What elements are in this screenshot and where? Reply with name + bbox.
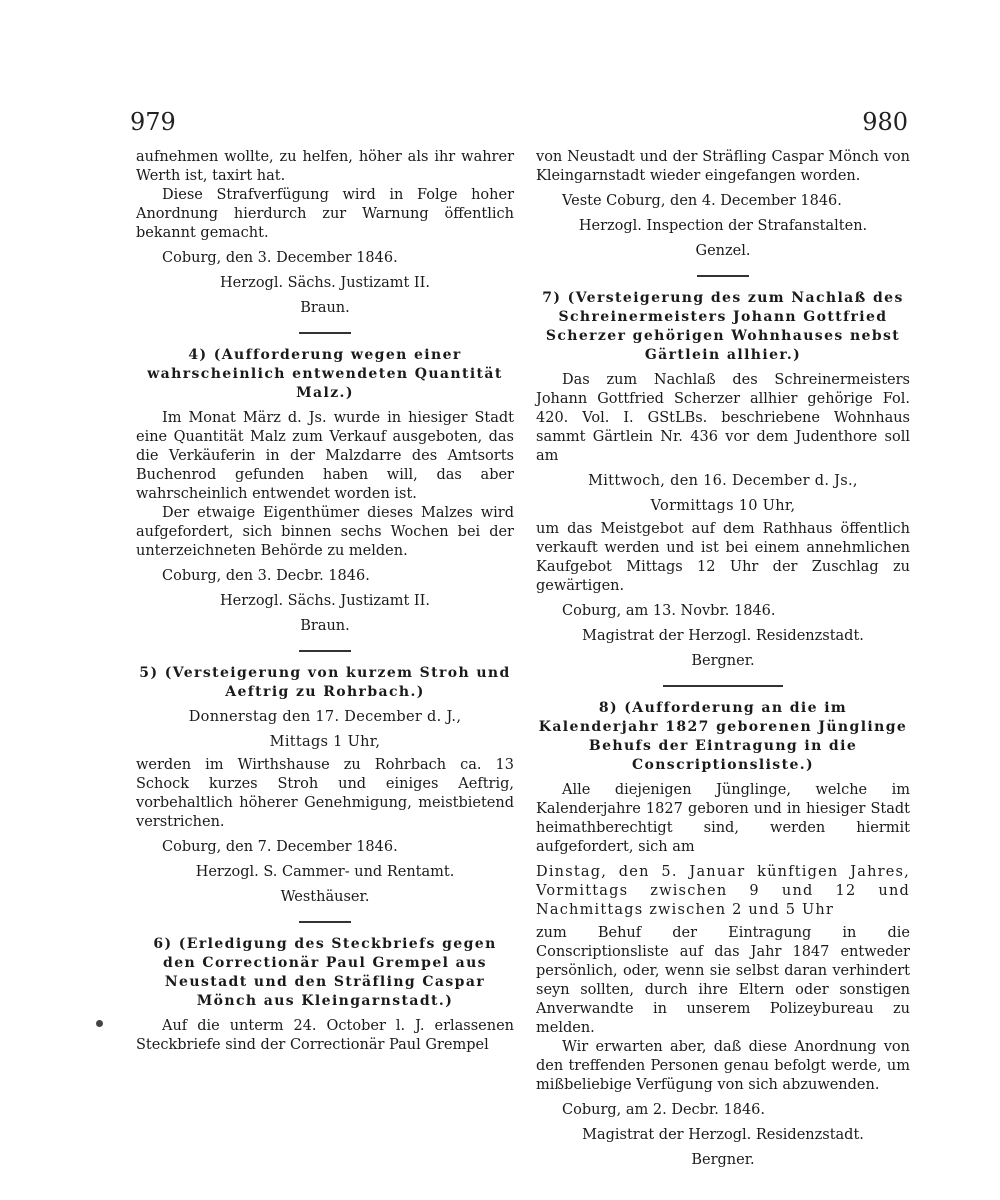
- section-8-paragraph: Wir erwarten aber, daß diese Anordnung von den treffenden Personen genau befolgt werde, um mißbeliebige Verfügung von sich abzuwenden.: [536, 1039, 910, 1093]
- schedule-line: Mittags 1 Uhr,: [269, 734, 381, 750]
- dateline: Coburg, den 3. Decbr. 1846.: [162, 568, 370, 584]
- section-title-8: 8) (Aufforderung an die im Kalenderjahr 1827 geborenen Jünglinge Behufs der Eintragung in die Conscriptionsliste.): [538, 700, 908, 773]
- section-8-paragraph: Alle diejenigen Jünglinge, welche im Kalenderjahre 1827 geboren und in hiesiger Stadt heimathberechtigt sind, werden hiermit aufgefordert, sich am: [536, 782, 910, 855]
- left-column: [136, 148, 514, 1055]
- dateline: Veste Coburg, den 4. December 1846.: [562, 193, 842, 209]
- page-number-left: 979: [130, 108, 176, 136]
- schedule-line: Vormittags 10 Uhr,: [650, 498, 796, 514]
- separator-rule: [663, 685, 783, 687]
- signer: Westhäuser.: [280, 889, 370, 905]
- authority: Herzogl. Sächs. Justizamt II.: [220, 275, 430, 291]
- section-7-paragraph: Das zum Nachlaß des Schreinermeisters Johann Gottfried Scherzer allhier gehörige Fol. 420. Vol. I. GStLBs. beschriebene Wohnhaus sammt Gärtlein Nr. 436 vor dem Judenthore soll am: [536, 372, 910, 464]
- dateline: Coburg, am 2. Decbr. 1846.: [562, 1102, 765, 1118]
- schedule-line: Mittwoch, den 16. December d. Js.,: [588, 473, 858, 489]
- continued-text: von Neustadt und der Sträfling Caspar Mönch von Kleingarnstadt wieder eingefangen worden.: [536, 149, 910, 184]
- continued-text: aufnehmen wollte, zu helfen, höher als ihr wahrer Werth ist, taxirt hat.: [136, 149, 514, 184]
- section-7-paragraph: um das Meistgebot auf dem Rathhaus öffentlich verkauft werden und ist bei einem annehmlichen Kaufgebot Mittags 12 Uhr der Zuschlag zu gewärtigen.: [536, 521, 910, 594]
- section-title-7: 7) (Versteigerung des zum Nachlaß des Schreinermeisters Johann Gottfried Scherzer gehörigen Wohnhauses nebst Gärtlein allhier.): [542, 290, 904, 363]
- dateline: Coburg, den 3. December 1846.: [162, 250, 398, 266]
- schedule-line: Donnerstag den 17. December d. J.,: [188, 709, 462, 725]
- section-6-paragraph: Auf die unterm 24. October l. J. erlassenen Steckbriefe sind der Correctionär Paul Grempel: [136, 1018, 514, 1053]
- section-4-paragraph: Im Monat März d. Js. wurde in hiesiger Stadt eine Quantität Malz zum Verkauf ausgeboten, das die Verkäuferin in der Malzdarre des Amtsorts Buchenrod gefunden haben will, das aber wahrscheinlich entwendet worden ist.: [136, 410, 514, 502]
- authority: Magistrat der Herzogl. Residenzstadt.: [582, 1127, 864, 1143]
- section-4-paragraph: Der etwaige Eigenthümer dieses Malzes wird aufgefordert, sich binnen sechs Wochen bei der unterzeichneten Behörde zu melden.: [136, 505, 514, 559]
- dateline: Coburg, am 13. Novbr. 1846.: [562, 603, 776, 619]
- section-title-5: 5) (Versteigerung von kurzem Stroh und Aeftrig zu Rohrbach.): [139, 665, 511, 700]
- section-8-paragraph: zum Behuf der Eintragung in die Conscriptionsliste auf das Jahr 1847 entweder persönlich, oder, wenn sie selbst daran verhindert seyn sollten, durch ihre Eltern oder sonstigen Anverwandte in unserem Polizeybureau zu melden.: [536, 925, 910, 1036]
- schedule-line: Dinstag, den 5. Januar künftigen Jahres, Vormittags zwischen 9 und 12 und Nachmittags zwischen 2 und 5 Uhr: [536, 864, 910, 918]
- separator-rule: [299, 332, 351, 334]
- authority: Herzogl. Sächs. Justizamt II.: [220, 593, 430, 609]
- authority: Herzogl. S. Cammer- und Rentamt.: [195, 864, 455, 880]
- signer: Bergner.: [691, 1152, 755, 1168]
- dateline: Coburg, den 7. December 1846.: [162, 839, 398, 855]
- authority: Herzogl. Inspection der Strafanstalten.: [578, 218, 868, 234]
- margin-dot: [96, 1020, 103, 1027]
- authority: Magistrat der Herzogl. Residenzstadt.: [582, 628, 864, 644]
- signer: Genzel.: [695, 243, 751, 259]
- separator-rule: [697, 275, 749, 277]
- right-column: [536, 148, 910, 1170]
- notice-text: Diese Strafverfügung wird in Folge hoher Anordnung hierdurch zur Warnung öffentlich bekannt gemacht.: [136, 187, 514, 241]
- section-5-paragraph: werden im Wirthshause zu Rohrbach ca. 13 Schock kurzes Stroh und einiges Aeftrig, vorbehaltlich höherer Genehmigung, meistbietend verstrichen.: [136, 757, 514, 830]
- separator-rule: [299, 921, 351, 923]
- separator-rule: [299, 650, 351, 652]
- signer: Braun.: [300, 300, 350, 316]
- page-number-right: 980: [862, 108, 908, 136]
- signer: Braun.: [300, 618, 350, 634]
- section-title-4: 4) (Aufforderung wegen einer wahrscheinlich entwendeten Quantität Malz.): [147, 347, 503, 401]
- section-title-6: 6) (Erledigung des Steckbriefs gegen den Correctionär Paul Grempel aus Neustadt und den Sträfling Caspar Mönch aus Kleingarnstadt.): [153, 936, 497, 1009]
- signer: Bergner.: [691, 653, 755, 669]
